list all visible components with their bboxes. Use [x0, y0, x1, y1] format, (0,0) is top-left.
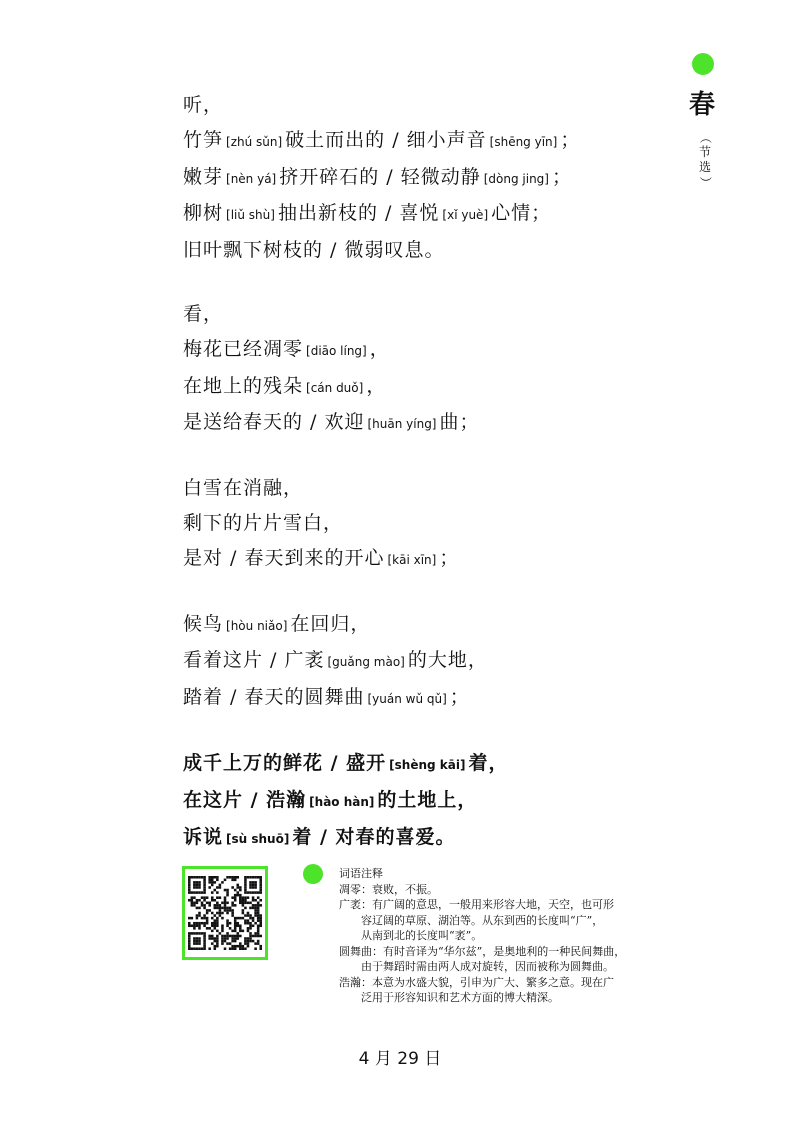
notes-heading: 词语注释: [339, 867, 383, 880]
poem-text: 着，: [468, 751, 509, 774]
poem-text: 成千上万的鲜花 / 盛开: [183, 751, 387, 774]
note-text-continued: 从南到北的长度叫“袤”。: [361, 929, 483, 942]
subtitle-open-paren: （: [698, 131, 713, 144]
poem-text: 抽出新枝的 / 喜悦: [277, 202, 440, 225]
poem-body: [183, 88, 663, 885]
poem-text: 曲；: [439, 411, 480, 434]
poem-line: [183, 123, 663, 160]
poem-text: 旧叶飘下树枝的 / 微弱叹息。: [183, 239, 445, 262]
poem-text: 在地上的残朵: [183, 374, 304, 397]
poem-text: ，: [369, 337, 390, 360]
poem-line: [183, 160, 663, 197]
poem-text: 嫩芽: [183, 165, 224, 188]
page-title: 春: [689, 90, 716, 120]
poem-text: 柳树: [183, 202, 224, 225]
poem-line: [183, 369, 663, 406]
stanza: [183, 607, 663, 717]
poem-line: [183, 297, 663, 332]
pinyin: [xǐ yuè]: [442, 208, 489, 223]
stanza: [183, 88, 663, 268]
qr-code-icon[interactable]: [182, 866, 268, 960]
pinyin: [hòu niǎo]: [226, 618, 288, 633]
poem-text: 的土地上，: [377, 788, 478, 811]
poem-line: [183, 405, 663, 442]
poem-text: 是送给春天的 / 欢迎: [183, 411, 365, 434]
note-text: 凋零：衰败，不振。: [339, 882, 438, 896]
poem-line: [183, 643, 663, 680]
pinyin: [guǎng mào]: [327, 655, 405, 670]
poem-text: 破土而出的 / 细小声音: [285, 128, 487, 151]
note-text-continued: 泛用于形容知识和艺术方面的博大精深。: [361, 991, 559, 1004]
poem-text: 候鸟: [183, 612, 224, 635]
pinyin: [zhú sǔn]: [226, 134, 283, 149]
poem-text: 的大地，: [407, 649, 488, 672]
poem-text: 着 / 对春的喜爱。: [292, 825, 456, 848]
poem-text: 诉说: [183, 825, 224, 848]
poem-text: 在这片 / 浩瀚: [183, 788, 307, 811]
note-text-continued: 容辽阔的草原、湖泊等。从东到西的长度叫“广”，: [361, 913, 604, 927]
word-notes: [339, 866, 699, 1006]
poem-text: ；: [551, 165, 572, 188]
poem-line: [183, 607, 663, 644]
poem-text: 剩下的片片雪白，: [183, 511, 344, 534]
pinyin: [cán duǒ]: [306, 380, 364, 395]
poem-line: [183, 820, 663, 857]
qr-code-graphic: [188, 875, 262, 951]
poem-text: ，: [366, 374, 387, 397]
poem-text: ；: [439, 546, 460, 569]
poem-text: 踏着 / 春天的圆舞曲: [183, 686, 365, 709]
pinyin: [kāi xīn]: [387, 552, 437, 567]
pinyin: [liǔ shù]: [226, 208, 275, 223]
poem-line: [183, 680, 663, 717]
poem-line: [183, 471, 663, 506]
poem-text: 在回归，: [290, 612, 371, 635]
poem-text: 是对 / 春天到来的开心: [183, 546, 385, 569]
poem-line: [183, 233, 663, 268]
pinyin: [nèn yá]: [226, 171, 277, 186]
pinyin: [dòng jing]: [483, 171, 549, 186]
poem-text: 梅花已经凋零: [183, 337, 304, 360]
pinyin: [hào hàn]: [309, 794, 375, 809]
stanza: [183, 746, 663, 856]
poem-line: [183, 783, 663, 820]
poem-line: [183, 506, 663, 541]
stanza: [183, 471, 663, 577]
poem-line: [183, 332, 663, 369]
note-entry: [339, 975, 699, 1006]
poem-text: ；: [449, 686, 470, 709]
subtitle: [697, 130, 713, 190]
pinyin: [huān yíng]: [367, 417, 437, 432]
poem-text: 白雪在消融，: [183, 477, 304, 500]
poem-text: 挤开碎石的 / 轻微动静: [279, 165, 481, 188]
poem-line: [183, 541, 663, 578]
subtitle-close-paren: ）: [698, 176, 713, 189]
poem-line: [183, 196, 663, 233]
poem-text: ；: [560, 128, 581, 151]
poem-text: 心情；: [491, 202, 552, 225]
poem-line: [183, 746, 663, 783]
poem-text: 竹笋: [183, 128, 224, 151]
poem-text: 看着这片 / 广袤: [183, 649, 325, 672]
note-entry: [339, 882, 699, 898]
date-label: 4 月 29 日: [358, 1049, 442, 1069]
poem-line: [183, 88, 663, 123]
poem-text: 听，: [183, 94, 224, 116]
note-entry: [339, 944, 699, 975]
pinyin: [shēng yīn]: [489, 134, 558, 149]
subtitle-char: 节: [698, 145, 711, 159]
subtitle-char: 选: [698, 160, 711, 174]
notes-list: [339, 882, 699, 1006]
green-dot-icon: [303, 864, 323, 884]
pinyin: [sù shuō]: [226, 831, 290, 846]
note-text-continued: 由于舞蹈时需由两人成对旋转，因而被称为圆舞曲。: [361, 960, 614, 973]
poem-text: 看，: [183, 302, 224, 325]
note-text: 浩瀚：本意为水盛大貌，引申为广大、繁多之意。现在广: [339, 975, 614, 989]
note-entry: [339, 897, 699, 944]
note-text: 圆舞曲：有时音译为“华尔兹”，是奥地利的一种民间舞曲，: [339, 944, 626, 958]
green-dot-icon: [692, 53, 714, 75]
stanza: [183, 297, 663, 442]
pinyin: [diāo líng]: [306, 343, 367, 358]
note-text: 广袤：有广阔的意思，一般用来形容大地，天空，也可形: [339, 898, 614, 911]
pinyin: [yuán wǔ qǔ]: [367, 692, 447, 707]
pinyin: [shèng kāi]: [389, 757, 466, 772]
